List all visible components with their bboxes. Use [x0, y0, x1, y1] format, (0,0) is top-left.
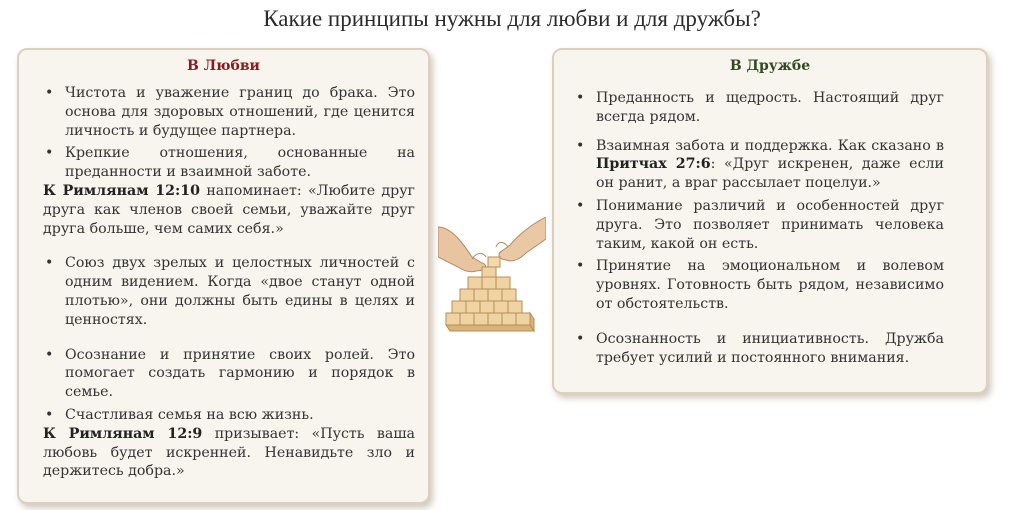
friendship-item-awareness: • Осознанность и инициативность. Дружба требует усилий и постоянного внимания.: [574, 330, 944, 368]
love-item-purity: • Чистота и уважение границ до брака. Это основа для здоровых отношений, где ценится личность и будущее партнера.: [43, 84, 415, 140]
love-item-happy-family: • Счастливая семья на всю жизнь.: [43, 406, 415, 425]
love-quote-ref: К Римлянам 12:9: [43, 425, 203, 442]
love-quote-romans-12-10: [43, 182, 415, 238]
love-quote-ref: К Римлянам 12:10: [43, 182, 201, 199]
love-item-roles: • Осознание и принятие своих ролей. Это помогает создать гармонию и порядок в семье.: [43, 346, 415, 402]
friendship-item-care-quote: : «Друг искренен, даже если он ранит, а враг рассылает поцелуи.»: [596, 156, 944, 192]
love-item-strong-relations: • Крепкие отношения, основанные на преданности и взаимной заботе.: [43, 144, 415, 182]
friendship-item-acceptance: • Принятие на эмоциональном и волевом уровнях. Готовность быть рядом, независимо от обстоятельств.: [574, 257, 944, 313]
friendship-content: [574, 89, 944, 367]
love-item-union: • Союз двух зрелых и целостных личностей с одним видением. Когда «двое станут одной плотью», они должны быть едины в целях и ценностях.: [43, 254, 415, 329]
love-quote-romans-12-9: [43, 425, 415, 481]
friendship-item-care: [574, 137, 944, 193]
love-content: [43, 84, 415, 481]
friendship-panel: [552, 48, 988, 394]
friendship-item-care-text: Взаимная забота и поддержка. Как сказано в: [596, 137, 944, 154]
friendship-panel-title: В Дружбе: [729, 58, 811, 74]
friendship-item-loyalty: • Преданность и щедрость. Настоящий друг всегда рядом.: [574, 89, 944, 127]
friendship-quote-ref: Притчах 27:6: [596, 156, 711, 173]
love-panel: [17, 48, 430, 504]
love-quote-text: призывает: «Пусть ваша любовь будет искренней. Ненавидьте зло и держитесь добра.»: [43, 425, 415, 480]
friendship-item-understanding: • Понимание различий и особенностей друг друга. Это позволяет принимать человека таким, какой он есть.: [574, 197, 944, 253]
love-quote-text: напоминает: «Любите друг друга как членов своей семьи, уважайте друг друга больше, чем самих себя.»: [43, 182, 415, 237]
page-title: Какие принципы нужны для любви и для дружбы?: [263, 6, 761, 31]
hands-building-blocks-icon: [438, 217, 546, 349]
love-panel-title: В Любви: [187, 58, 260, 74]
